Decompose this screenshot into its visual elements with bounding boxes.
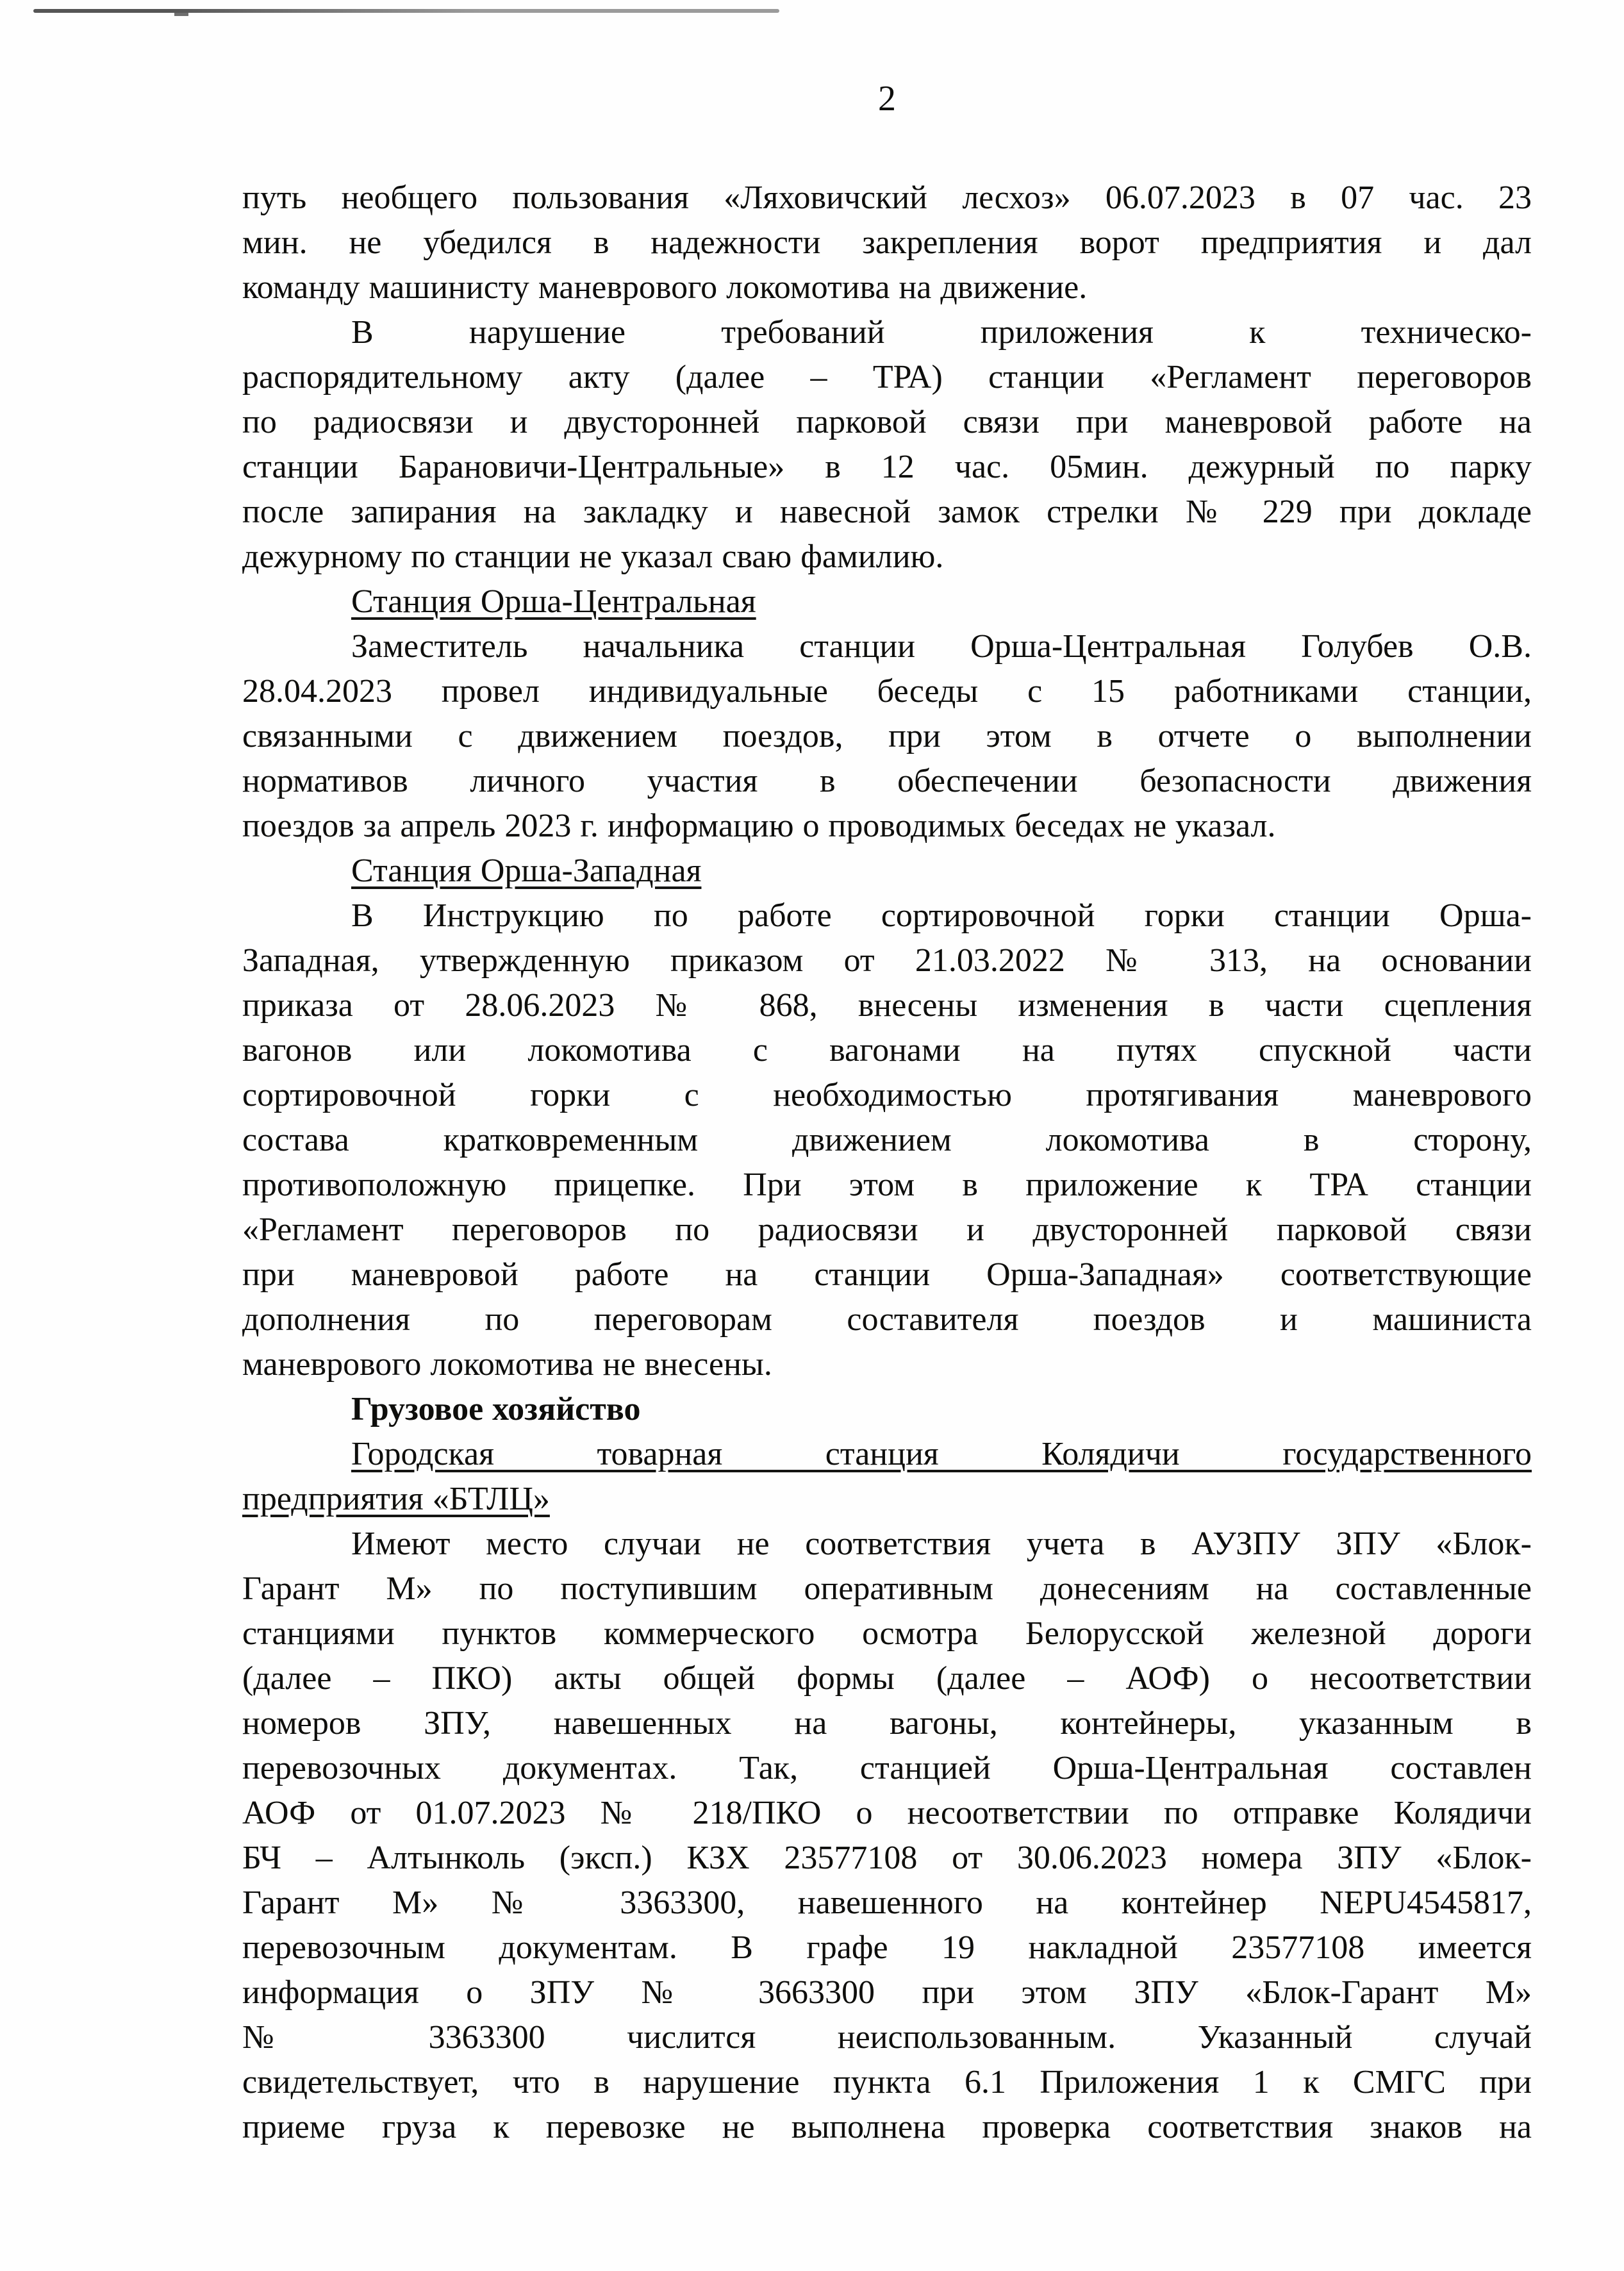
text-line: противоположную прицепке. При этом в приложение к ТРА станции [242, 1167, 1532, 1203]
heading-underlined [242, 579, 1532, 624]
text-line: при маневровой работе на станции Орша-Западная» соответствующие [242, 1256, 1532, 1293]
text-line: БЧ – Алтынколь (эксп.) КЗХ 23577108 от 30.06.2023 номера ЗПУ «Блок- [242, 1840, 1532, 1876]
heading-line: Станция Орша-Центральная [351, 583, 756, 620]
text-line: приеме груза к перевозке не выполнена проверка соответствия знаков на [242, 2109, 1532, 2145]
paragraph [242, 1522, 1532, 2150]
text-line: перевозочным документам. В графе 19 накладной 23577108 имеется [242, 1929, 1532, 1966]
text-line: свидетельствует, что в нарушение пункта 6.1 Приложения 1 к СМГС при [242, 2064, 1532, 2100]
text-line: В нарушение требований приложения к техническо- [351, 314, 1532, 351]
text-line: вагонов или локомотива с вагонами на путях спускной части [242, 1032, 1532, 1069]
page-number: 2 [878, 79, 896, 119]
text-line: команду машинисту маневрового локомотива на движение. [242, 269, 1088, 306]
text-line: дежурному по станции не указал сваю фамилию. [242, 538, 944, 575]
text-line: Гарант М» № 3363300, навешенного на контейнер NEPU4545817, [242, 1884, 1532, 1921]
text-line: «Регламент переговоров по радиосвязи и двусторонней парковой связи [242, 1211, 1532, 1248]
text-line: Заместитель начальника станции Орша-Центральная Голубев О.В. [351, 628, 1532, 665]
text-line: состава кратковременным движением локомотива в сторону, [242, 1122, 1532, 1158]
text-line: связанными с движением поездов, при этом в отчете о выполнении [242, 718, 1532, 754]
heading-line: Грузовое хозяйство [351, 1391, 641, 1427]
text-line: АОФ от 01.07.2023 № 218/ПКО о несоответствии по отправке Колядичи [242, 1795, 1532, 1831]
scan-artifact-dash [174, 13, 188, 16]
text-line: информация о ЗПУ № 3663300 при этом ЗПУ «Блок-Гарант М» [242, 1974, 1532, 2011]
text-line: после запирания на закладку и навесной замок стрелки № 229 при докладе [242, 494, 1532, 530]
text-line: № 3363300 числится неиспользованным. Указанный случай [242, 2019, 1532, 2056]
text-line: (далее – ПКО) акты общей формы (далее – АОФ) о несоответствии [242, 1660, 1532, 1697]
text-line: путь необщего пользования «Ляховичский лесхоз» 06.07.2023 в 07 час. 23 [242, 179, 1532, 216]
heading-line: предприятия «БТЛЦ» [242, 1481, 550, 1517]
text-line: мин. не убедился в надежности закрепления ворот предприятия и дал [242, 224, 1532, 261]
text-line: 28.04.2023 провел индивидуальные беседы с 15 работниками станции, [242, 673, 1532, 710]
text-line: маневрового локомотива не внесены. [242, 1346, 772, 1383]
paragraph [242, 894, 1532, 1387]
text-line: сортировочной горки с необходимостью протягивания маневрового [242, 1077, 1532, 1113]
paragraph [242, 624, 1532, 849]
text-line: станциями пунктов коммерческого осмотра Белорусской железной дороги [242, 1615, 1532, 1652]
scan-artifact-line [33, 9, 779, 13]
text-line: В Инструкцию по работе сортировочной горки станции Орша- [351, 897, 1532, 934]
text-line: по радиосвязи и двусторонней парковой связи при маневровой работе на [242, 404, 1532, 440]
text-line: нормативов личного участия в обеспечении безопасности движения [242, 763, 1532, 799]
text-line: приказа от 28.06.2023 № 868, внесены изменения в части сцепления [242, 987, 1532, 1024]
text-line: Гарант М» по поступившим оперативным донесениям на составленные [242, 1570, 1532, 1607]
heading-bold [242, 1387, 1532, 1432]
heading-line: Городская товарная станция Колядичи государственного [351, 1436, 1532, 1472]
heading-underlined [242, 1432, 1532, 1522]
text-line: распорядительному акту (далее – ТРА) станции «Регламент переговоров [242, 359, 1532, 395]
heading-underlined [242, 849, 1532, 894]
text-line: дополнения по переговорам составителя поездов и машиниста [242, 1301, 1532, 1338]
paragraph [242, 176, 1532, 310]
text-line: поездов за апрель 2023 г. информацию о проводимых беседах не указал. [242, 808, 1276, 844]
paragraph [242, 310, 1532, 579]
document-body [242, 176, 1532, 2150]
text-line: перевозочных документах. Так, станцией Орша-Центральная составлен [242, 1750, 1532, 1786]
text-line: номеров ЗПУ, навешенных на вагоны, контейнеры, указанным в [242, 1705, 1532, 1742]
text-line: Имеют место случаи не соответствия учета в АУЗПУ ЗПУ «Блок- [351, 1526, 1532, 1562]
text-line: станции Барановичи-Центральные» в 12 час. 05мин. дежурный по парку [242, 449, 1532, 485]
text-line: Западная, утвержденную приказом от 21.03.2022 № 313, на основании [242, 942, 1532, 979]
heading-line: Станция Орша-Западная [351, 853, 702, 889]
